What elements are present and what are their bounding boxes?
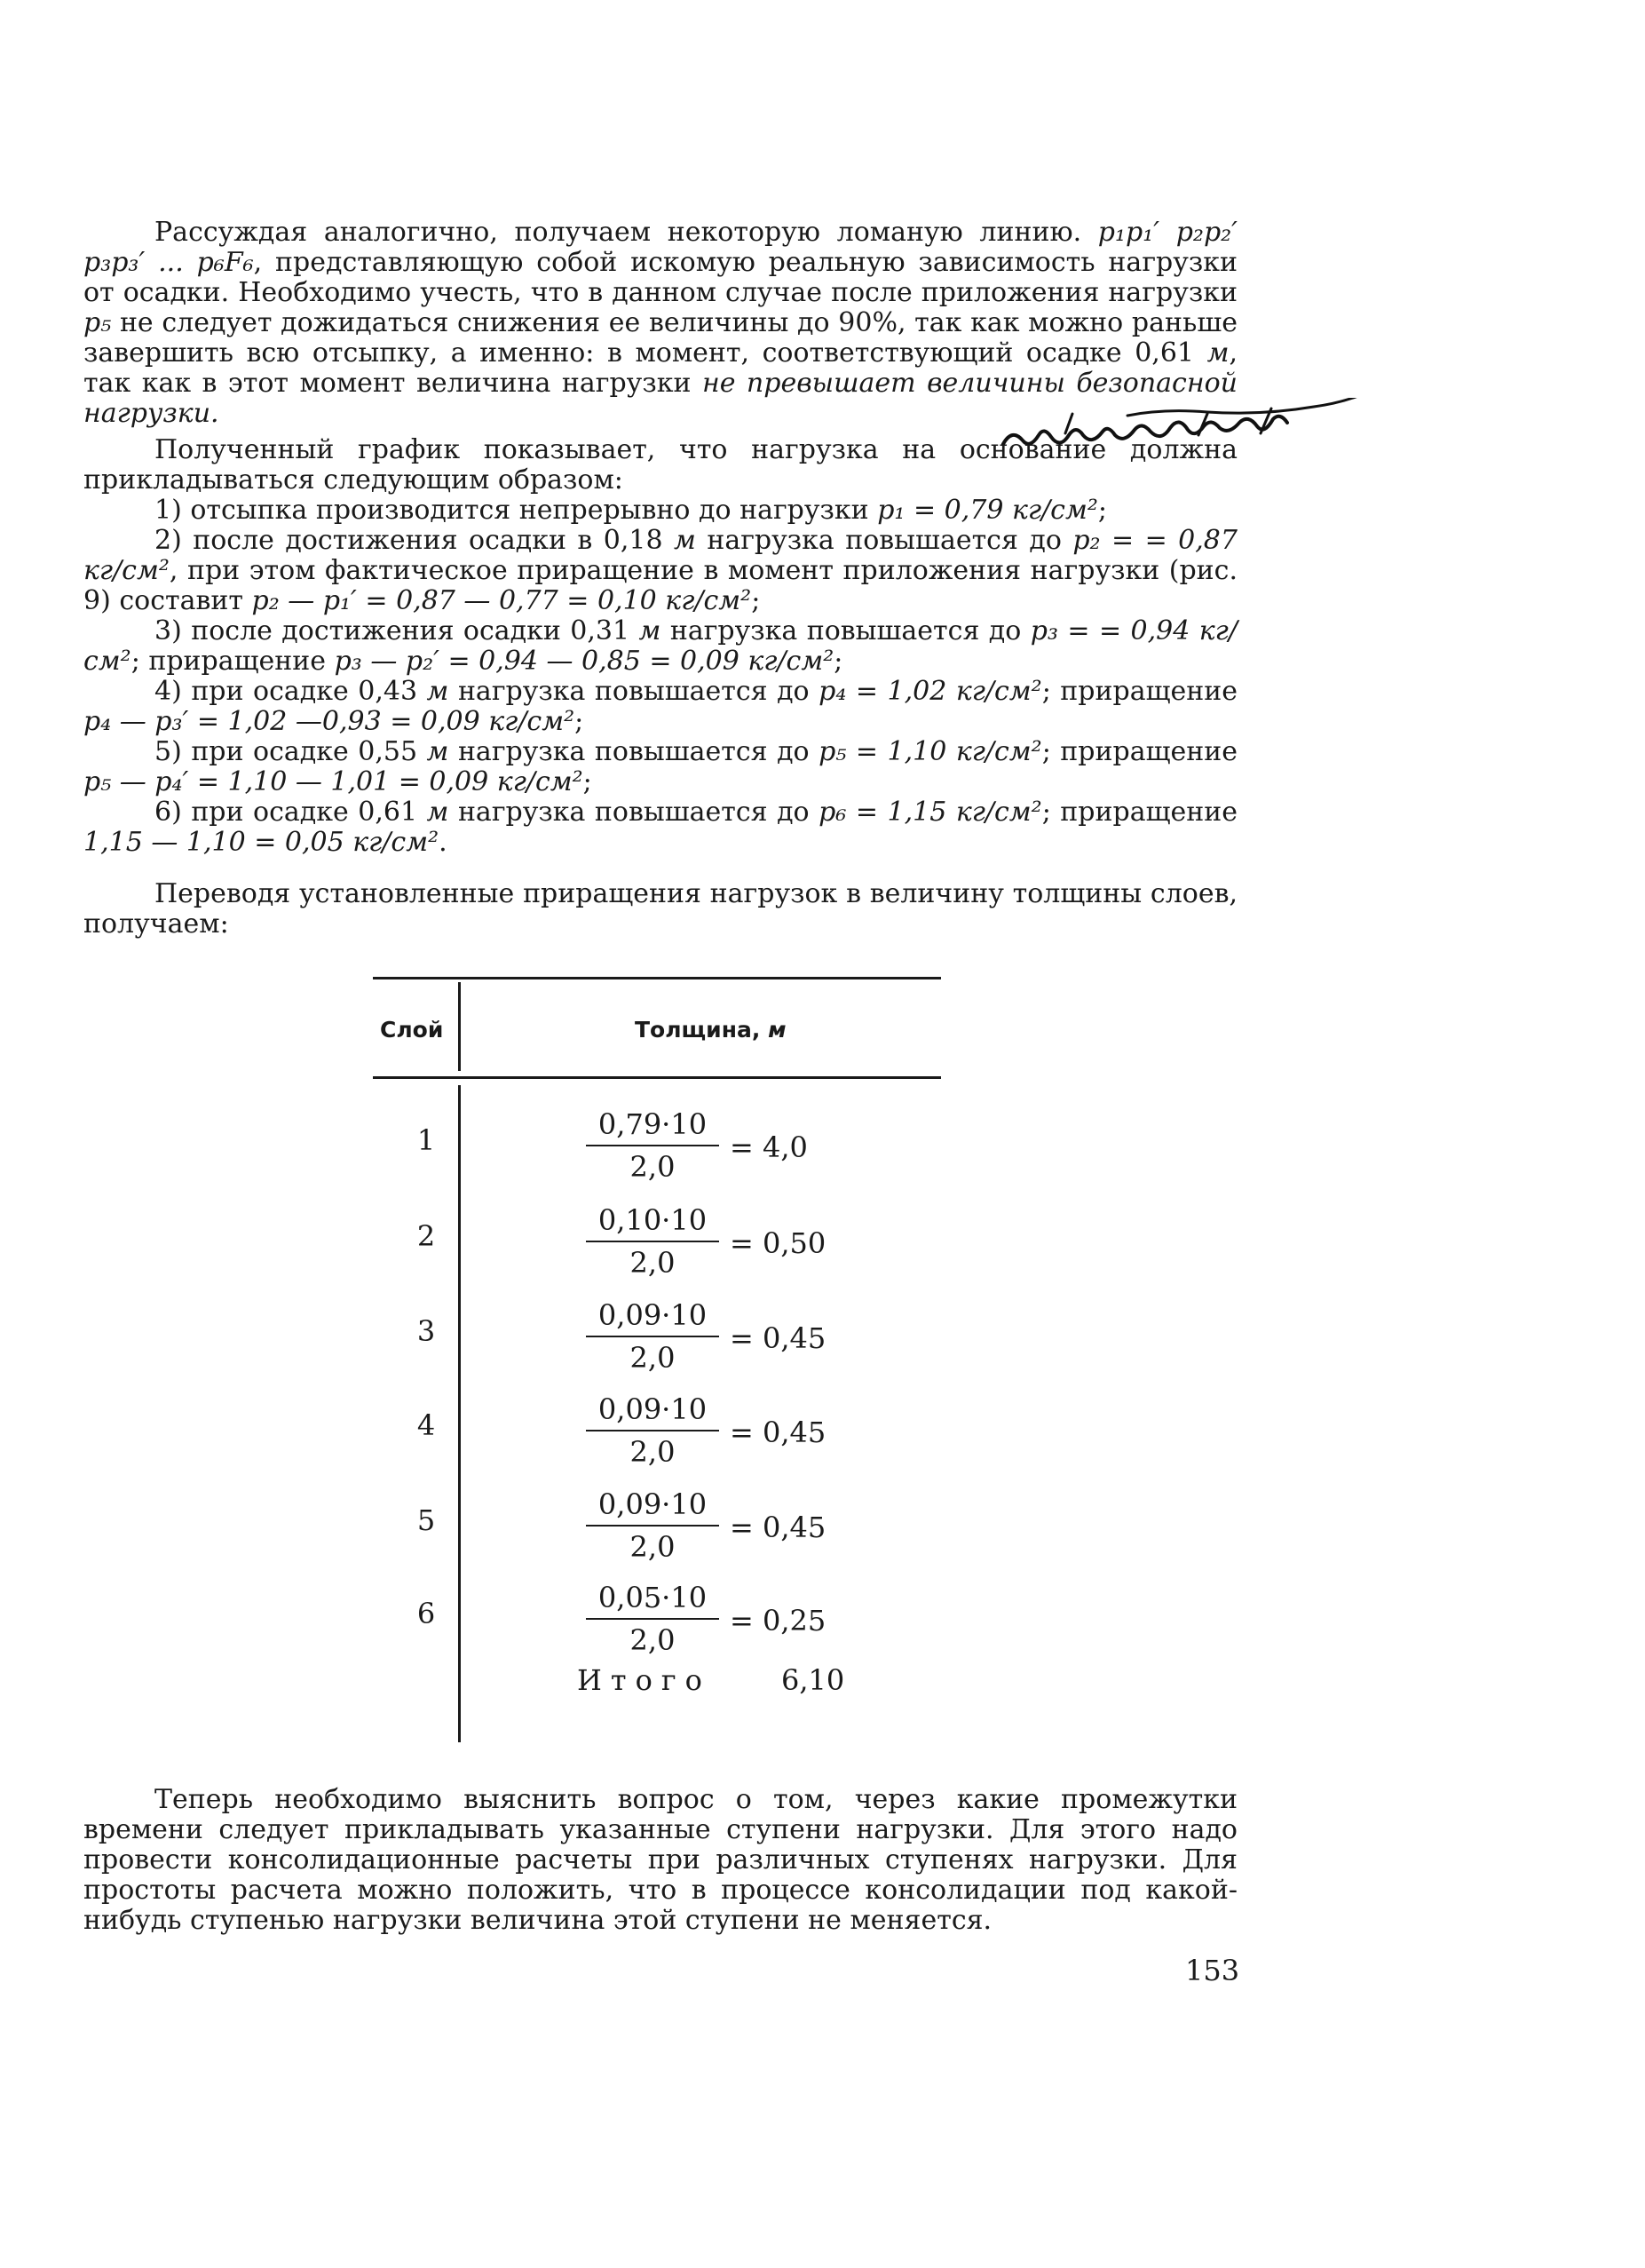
paragraph-intro: Рассуждая аналогично, получаем некоторую ломаную линию. p₁p₁′ p₂p₂′ p₃p₃′ ... p₆F₆, представляющую собой искомую реальную зависимость нагрузки от осадки. Необходимо учесть, что в данном случае после приложения нагрузки p₅ не следует дожидаться снижения ее величины до 90%, так как можно раньше завершить всю отсыпку, а именно: в момент, соответствующий осадке 0,61 м, так как в этот момент величина нагрузки не превышает величины безопасной нагрузки. [83,217,1238,429]
fraction: 0,10·10 2,0 [586,1201,719,1281]
intro-p5: p₅ [83,307,112,338]
list-item: 5) при осадке 0,55 м нагрузка повышается до p₅ = 1,10 кг/см²; приращение p₅ — p₄′ = 1,10 — 1,01 = 0,09 кг/см²; [83,736,1238,797]
list-item: 4) при осадке 0,43 м нагрузка повышается до p₄ = 1,02 кг/см²; приращение p₄ — p₃′ = 1,02 —0,93 = 0,09 кг/см²; [83,676,1238,737]
paragraph-layers: Переводя установленные приращения нагрузок в величину толщины слоев, получаем: [83,878,1238,940]
table-row: 5 0,09·10 2,0 = 0,45 [416,1487,826,1564]
page-number: 153 [1185,1954,1240,1987]
list-item: 6) при осадке 0,61 м нагрузка повышается до p₆ = 1,15 кг/см²; приращение 1,15 — 1,10 = 0,05 кг/см². [83,797,1238,858]
intro-unit-m: м [1206,337,1230,369]
table-row: 1 0,79·10 2,0 = 4,0 [416,1107,808,1184]
total-value: 6,10 [781,1663,845,1697]
intro-chain: p₁p₁′ p₂p₂′ p₃p₃′ ... p₆F₆ [83,217,1238,278]
table-row: 3 0,09·10 2,0 = 0,45 [416,1298,826,1375]
list-item: 1) отсыпка производится непрерывно до нагрузки p₁ = 0,79 кг/см²; [154,495,1107,526]
fraction: 0,79·10 2,0 [586,1106,719,1186]
paragraph-final: Теперь необходимо выяснить вопрос о том, через какие промежутки времени следует прикладывать указанные ступени нагрузки. Для этого надо провести консолидационные расчеты при различных ступенях нагрузки. Для простоты расчета можно положить, что в процессе консолидации под какой-нибудь ступенью нагрузки величина этой ступени не меняется. [83,1784,1238,1936]
paragraph-graph: Полученный график показывает, что нагрузка на основание должна прикладываться следующим образом: [83,434,1238,496]
total-label: Итого [577,1663,711,1697]
intro-text-e: не превышает величины безопасной нагрузки. [83,368,1238,429]
table-row: 2 0,10·10 2,0 = 0,50 [416,1203,826,1280]
fraction: 0,09·10 2,0 [586,1297,719,1376]
header-thickness: Толщина, м [635,1017,787,1043]
fraction: 0,05·10 2,0 [586,1579,719,1659]
table-top-rule [373,977,941,979]
intro-text-d: , так как в этот момент величина нагрузки [83,337,1238,399]
intro-text-c: не следует дожидаться снижения ее величины до 90%, так как можно раньше завершить всю отсыпку, а именно: в момент, соответствующий осадке 0,61 [83,307,1238,369]
fraction: 0,09·10 2,0 [586,1486,719,1566]
list-item: 3) после достижения осадки 0,31 м нагрузка повышается до p₃ = = 0,94 кг/см²; приращение p₃ — p₂′ = 0,94 — 0,85 = 0,09 кг/см²; [83,615,1238,677]
table-row: 4 0,09·10 2,0 = 0,45 [416,1392,826,1469]
table-header-rule [373,1076,941,1079]
intro-text-b: , представляющую собой искомую реальную зависимость нагрузки от осадки. Необходимо учесть, что в данном случае после приложения нагрузки [83,247,1238,308]
table-column-divider [458,982,461,1071]
fraction: 0,09·10 2,0 [586,1391,719,1471]
table-row: 6 0,05·10 2,0 = 0,25 [416,1581,826,1657]
header-layer: Слой [380,1017,444,1043]
list-items [83,496,1238,858]
list-item: 2) после достижения осадки в 0,18 м нагрузка повышается до p₂ = = 0,87 кг/см², при этом фактическое приращение в момент приложения нагрузки (рис. 9) составит p₂ — p₁′ = 0,87 — 0,77 = 0,10 кг/см²; [83,525,1238,616]
intro-text-a: Рассуждая аналогично, получаем некоторую ломаную линию [154,217,1073,248]
